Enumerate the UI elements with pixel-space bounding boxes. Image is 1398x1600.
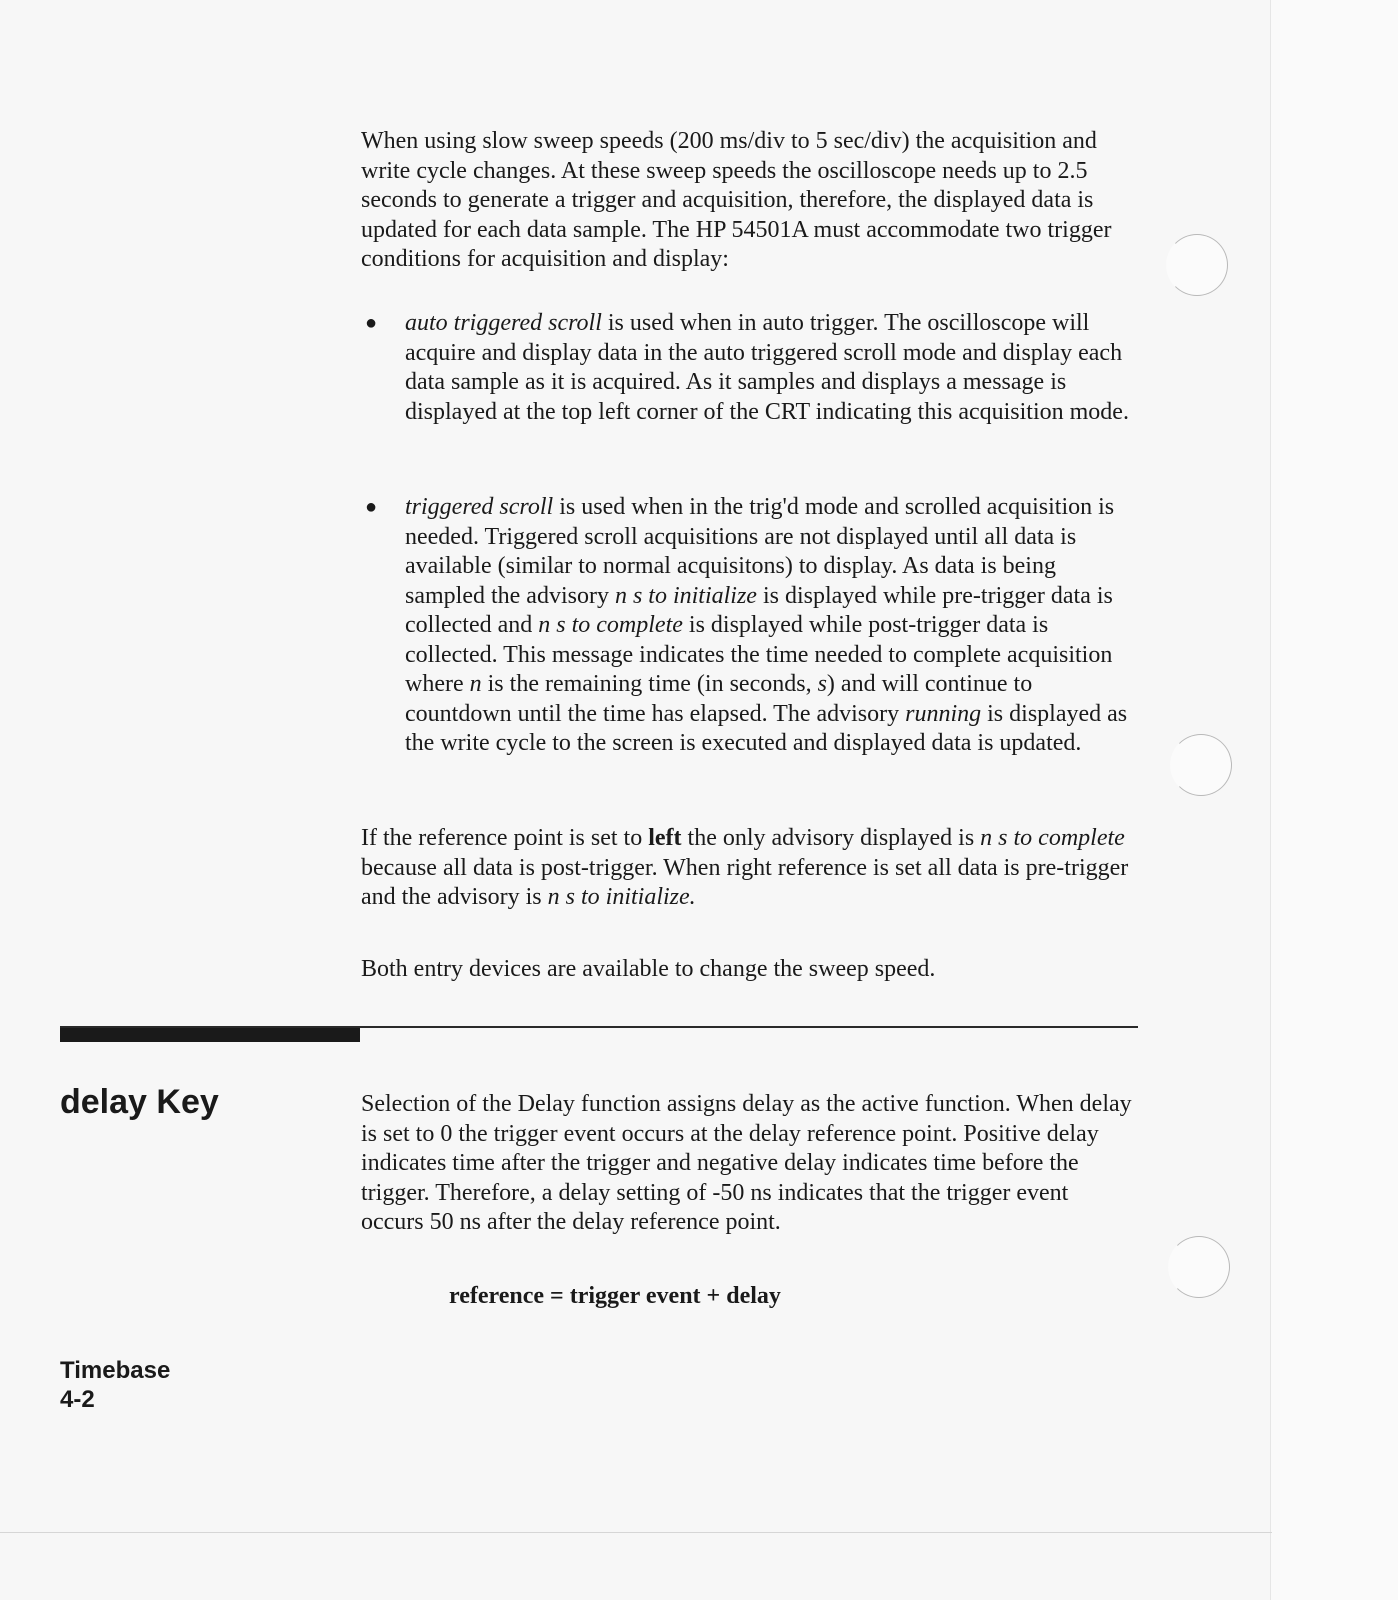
advisory-complete: n s to complete xyxy=(980,825,1125,851)
binder-hole-bottom xyxy=(1168,1236,1230,1298)
variable-s: s xyxy=(817,671,827,697)
section-divider-bar xyxy=(60,1028,360,1042)
bullet-text xyxy=(405,493,1136,759)
reference-text: because all data is post-trigger. When right reference is set all data is pre-trigger and the advisory is xyxy=(361,854,1129,910)
delay-key-paragraph: Selection of the Delay function assigns delay as the active function. When delay is set to 0 the trigger event occurs at the delay reference point. Positive delay indicates time after the trigger and negative delay indicates time before the trigger. Therefore, a delay setting of -50 ns indicates that the trigger event occurs 50 ns after the delay reference point. xyxy=(361,1091,1132,1235)
footer-page-number: 4-2 xyxy=(60,1386,95,1413)
advisory-running: running xyxy=(905,700,982,727)
bullet-body: is displayed as the write cycle to the screen is executed and displayed data is updated. xyxy=(405,700,1128,756)
term-auto-triggered-scroll: auto triggered scroll xyxy=(405,310,602,336)
page-right-margin xyxy=(1270,0,1398,1600)
reference-text: If the reference point is set to xyxy=(361,825,649,851)
bullet-icon: ● xyxy=(365,496,378,518)
bullet-body: is used when in auto trigger. The oscilloscope will acquire and display data in the auto triggered scroll mode and display each data sample as it is acquired. As it samples and displays a message is displayed at the top left corner of the CRT indicating this acquisition mode. xyxy=(405,310,1129,425)
binder-hole-middle xyxy=(1170,734,1232,796)
advisory-initialize: n s to initialize xyxy=(614,582,757,609)
entry-devices-paragraph: Both entry devices are available to change the sweep speed. xyxy=(361,956,936,982)
section-heading-delay-key: delay Key xyxy=(60,1083,219,1121)
bullet-icon: ● xyxy=(365,312,378,334)
reference-text: the only advisory displayed is xyxy=(681,825,981,851)
page-bottom-edge xyxy=(0,1532,1272,1533)
bullet-body: is displayed while post-trigger data is collected. This message indicates the time needed to complete acquisition where xyxy=(405,612,1113,697)
bullet-body: is the remaining time (in seconds, xyxy=(481,671,818,697)
page-footer xyxy=(60,1356,170,1414)
footer-section-title: Timebase xyxy=(60,1357,171,1384)
binder-hole-top xyxy=(1166,234,1228,296)
bullet-body: ) and will continue to countdown until the time has elapsed. The advisory xyxy=(405,671,1033,727)
advisory-initialize: n s to initialize. xyxy=(547,884,696,910)
reference-left-keyword: left xyxy=(648,825,682,851)
bullet-text xyxy=(405,309,1136,427)
delay-formula: reference = trigger event + delay xyxy=(449,1283,781,1309)
term-triggered-scroll: triggered scroll xyxy=(405,494,554,520)
variable-n: n xyxy=(469,671,482,697)
bullet-body: is displayed while pre-trigger data is collected and xyxy=(405,582,1113,638)
reference-point-paragraph xyxy=(361,824,1136,913)
advisory-complete: n s to complete xyxy=(538,612,683,638)
bullet-body: is used when in the trig'd mode and scrolled acquisition is needed. Triggered scroll acquisitions are not displayed until all data is available (similar to normal acquisitons) to display. As data is being sampled the advisory xyxy=(405,494,1115,609)
intro-paragraph: When using slow sweep speeds (200 ms/div to 5 sec/div) the acquisition and write cycle changes. At these sweep speeds the oscilloscope needs up to 2.5 seconds to generate a trigger and acquisition, therefore, the displayed data is updated for each data sample. The HP 54501A must accommodate two trigger conditions for acquisition and display: xyxy=(361,128,1112,272)
